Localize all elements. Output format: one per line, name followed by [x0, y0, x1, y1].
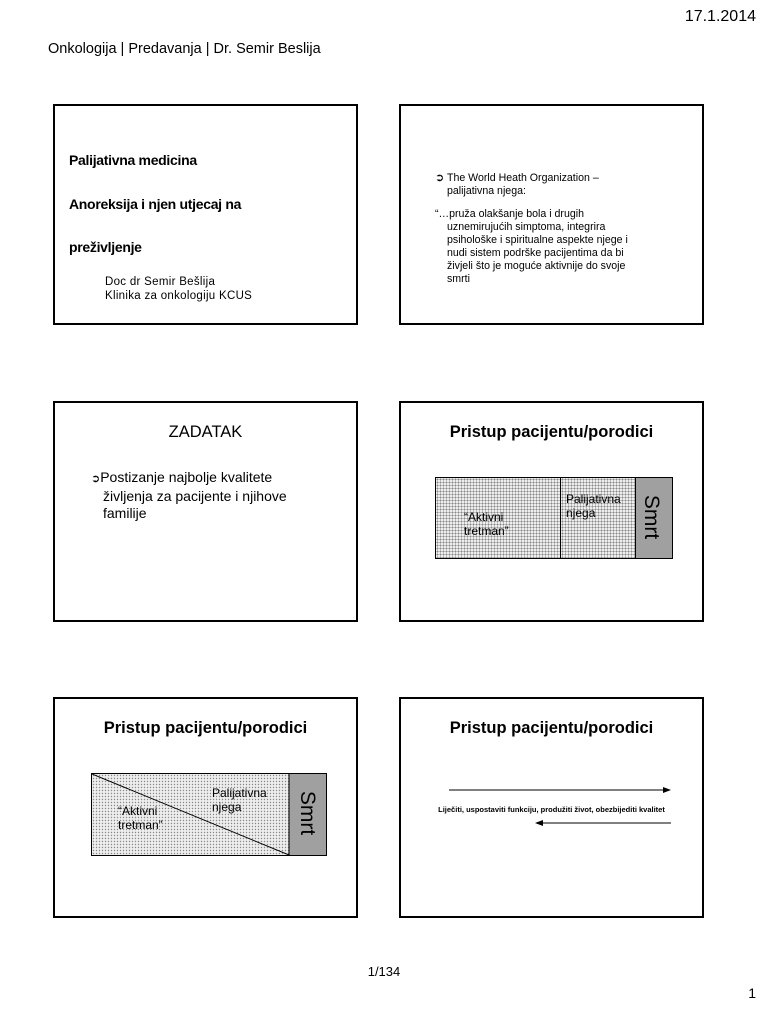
active-treatment-label — [464, 510, 509, 538]
quote-line-5: živjeli što je moguće aktivnije do svoje — [447, 260, 626, 272]
active-treatment-label-line-2: tretman” — [118, 818, 163, 832]
bullet-line-1: The World Heath Organization – — [446, 172, 599, 184]
palliative-care-label-line-1: Palijativna — [212, 786, 267, 800]
active-treatment-label-line-1: “Aktivni — [118, 804, 158, 818]
page-number: 1 — [748, 985, 756, 1001]
quote-line-4: nudi sistem podrške pacijentima da bi — [447, 247, 624, 259]
author-name: Doc dr Semir Bešlija — [105, 276, 216, 288]
palliative-care-label — [566, 492, 621, 520]
care-transition-diagram — [91, 773, 327, 856]
active-treatment-label-line-2: tretman” — [464, 524, 509, 538]
slide-3 — [53, 401, 358, 622]
body-line-2: življenja za pacijente i njihove — [103, 488, 287, 504]
slide-3-body — [91, 469, 321, 522]
body-line-1: Postizanje najbolje kvalitete — [100, 469, 273, 485]
forward-arrowhead — [663, 787, 671, 793]
care-goals-caption: Liječiti, uspostaviti funkciju, produžiti život, obezbijediti kvalitet — [438, 805, 665, 814]
slide-4-title: Pristup pacijentu/porodici — [449, 423, 654, 441]
slide-2-bullet — [435, 172, 665, 197]
slide-1-title-line-3: preživljenje — [69, 239, 142, 255]
quote-line-2: uznemirujućih simptoma, integrira — [447, 221, 606, 233]
death-label: Smrt — [640, 494, 664, 540]
quote-line-1: “…pruža olakšanje bola i drugih — [435, 208, 584, 220]
care-timeline-bar — [435, 477, 673, 559]
slide-6-title: Pristup pacijentu/porodici — [449, 719, 654, 737]
quote-line-3: psihološke i spiritualne aspekte njege i — [447, 234, 628, 246]
arrow-bullet-icon: ➲ — [435, 172, 445, 184]
slide-1-author — [105, 275, 252, 303]
author-affiliation: Klinika za onkologiju KCUS — [105, 290, 253, 302]
page-header: Onkologija | Predavanja | Dr. Semir Beslija — [48, 41, 321, 57]
slide-1-title-line-1: Palijativna medicina — [69, 152, 197, 168]
slide-5 — [53, 697, 358, 918]
slide-4 — [399, 401, 704, 622]
death-label: Smrt — [296, 790, 320, 836]
slide-1-title-line-2: Anoreksija i njen utjecaj na — [69, 196, 242, 212]
slide-6 — [399, 697, 704, 918]
slide-2 — [399, 104, 704, 325]
backward-arrowhead — [535, 820, 543, 826]
palliative-care-label-line-1: Palijativna — [566, 492, 621, 506]
active-treatment-label — [118, 804, 163, 832]
arrow-bullet-icon: ➲ — [91, 473, 101, 485]
slide-1 — [53, 104, 358, 325]
active-treatment-label-line-1: “Aktivni — [464, 510, 504, 524]
slide-5-title: Pristup pacijentu/porodici — [103, 719, 308, 737]
palliative-care-label-line-2: njega — [566, 506, 596, 520]
slide-3-title: ZADATAK — [168, 423, 243, 441]
bullet-line-2: palijativna njega: — [447, 184, 526, 197]
body-line-3: familije — [103, 505, 147, 521]
slide-2-quote — [435, 208, 665, 286]
page-counter: 1/134 — [367, 964, 401, 979]
quote-line-6: smrti — [447, 273, 470, 285]
palliative-care-label — [212, 786, 267, 814]
palliative-care-label-line-2: njega — [212, 800, 242, 814]
document-date: 17.1.2014 — [684, 8, 756, 25]
